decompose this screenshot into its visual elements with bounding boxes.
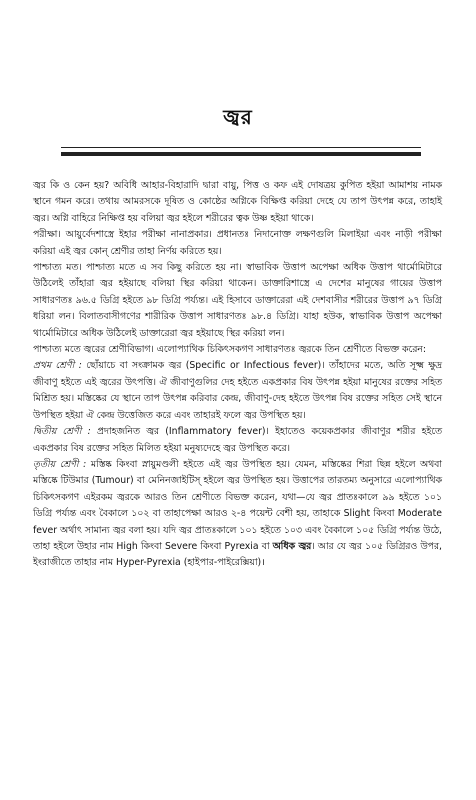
paragraph-p7-segment: । আর যে জ্বর ১০৫ ডিগ্রিরও উপর, ইংরাজীতে তাহার নাম Hyper-Pyrexia (হাইপার-পাইরেক্সিয়া)। — [33, 540, 442, 569]
paragraph-p5 — [33, 358, 442, 424]
paragraph-p7 — [33, 457, 442, 572]
paragraph-p2 — [33, 227, 442, 260]
paragraph-p1-segment: জ্বর কি ও কেন হয়? অবিধি আহার-বিহারাদি দ্বারা বায়ু, পিত্ত ও কফ এই দোষত্রয় কুপিত হইয়া আমাশয় নামক স্থানে গমন করে। তথায় আমরসকে দূষিত ও কোষ্ঠের অগ্নিকে বিক্ষিপ্ত করিয়া দেহে যে তাপ উৎপন্ন করে, তাহাই জ্বর। অগ্নি বাহিরে নিক্ষিপ্ত হয় বলিয়া জ্বর হইলে শরীরের ত্বক উষ্ণ হইয়া থাকে। — [33, 180, 442, 224]
paragraph-p2-segment: পরীক্ষা। আয়ুর্বেদশাস্ত্রে ইহার পরীক্ষা নানাপ্রকার। প্রধানতঃ নিদানোক্ত লক্ষণগুলি মিলাইয়া এবং নাড়ী পরীক্ষা করিয়া এই জ্বর কোন্ শ্রেণীর তাহা নির্ণয় করিতে হয়। — [33, 229, 442, 257]
body-text — [33, 178, 442, 572]
paragraph-p6-segment: দ্বিতীয় শ্রেণী : — [33, 426, 91, 438]
paragraph-p7-segment: তৃতীয় শ্রেণী : — [33, 458, 87, 470]
paragraph-p6-segment: প্রদাহজনিত জ্বর (Inflammatory fever)। ইহাতেও কয়েকপ্রকার জীবাণুর শরীর হইতে একপ্রকার বিষ রক্তের সহিত মিলিত হইয়া মনুষ্যদেহে জ্বর উপস্থিত করে। — [33, 426, 443, 454]
paragraph-p7-segment: অধিক জ্বর — [272, 540, 312, 552]
paragraph-p1 — [33, 178, 442, 227]
paragraph-p3-segment: পাশ্চাত্য মত। পাশ্চাত্য মতে এ সব কিছু করিতে হয় না। স্বাভাবিক উত্তাপ অপেক্ষা অধিক উত্তাপ থার্মোমিটারে উঠিলেই তাঁহারা জ্বর হইয়াছে বলিয়া স্থির করিয়া থাকেন। ডাক্তারিশাস্ত্রে এ দেশের মানুষের গায়ের উত্তাপ সাধারণতঃ ৯৬.৫ ডিগ্রি হইতে ৯৮ ডিগ্রি পর্য্যন্ত। এই হিসাবে ডাক্তারেরা এই দেশবাসীর শরীরের উত্তাপ ৯৭ ডিগ্রি ধরিয়া লন। বিলাতবাসীগণের শারীরিক উত্তাপ সাধারণতঃ ৯৮.৪ ডিগ্রি। যাহা হউক, স্বাভাবিক উত্তাপ অপেক্ষা থার্মোমিটারে অধিক উঠিলেই ডাক্তারেরা জ্বর হইয়াছে স্থির করিয়া লন। — [33, 262, 442, 339]
title-rule-thin — [61, 147, 421, 148]
title-rule-thick — [61, 152, 421, 156]
paragraph-p5-segment: ছোঁয়াচে বা সংক্রামক জ্বর (Specific or Infectious fever)। তাঁহাদের মতে, অতি সূক্ষ্ম ক্ষুদ্র জীবাণু হইতে এই জ্বরের উৎপত্তি। ঐ জীবাণুগুলির দেহ হইতে একপ্রকার বিষ উৎপন্ন হইয়া মানুষের রক্তের সহিত মিশ্রিত হয়। মস্তিষ্কের যে স্থানে তাপ উৎপন্ন করিবার কেন্দ্র, জীবাণু-দেহ হইতে উৎপন্ন বিষ রক্তের সহিত সেই স্থানে উপস্থিত হইয়া ঐ কেন্দ্র উত্তেজিত করে এবং তাহারই ফলে জ্বর উপস্থিত হয়। — [33, 360, 442, 421]
paragraph-p7-segment: মস্তিষ্ক কিংবা স্নায়ুমণ্ডলী হইতে এই জ্বর উপস্থিত হয়। যেমন, মস্তিষ্কের শিরা ছিন্ন হইলে অথবা মস্তিষ্কে টিউমার (Tumour) বা মেনিনজাইটিস্ হইলে জ্বর উপস্থিত হয়। উত্তাপের তারতম্য অনুসারে এলোপ্যাথিক চিকিৎসকগণ এইরকম জ্বরকে আরও তিন শ্রেণীতে বিভক্ত করেন, যথা—যে জ্বর প্রাতঃকালে ৯৯ হইতে ১০১ ডিগ্রি পর্য্যন্ত এবং বৈকালে ১০২ বা তাহাপেক্ষা আরও ২-৪ পয়েন্ট বেশী হয়, তাহাকে Slight কিংবা Moderate fever অর্থাৎ সামান্য জ্বর বলা হয়। যদি জ্বর প্রাতঃকালে ১০১ হইতে ১০৩ এবং বৈকালে ১০৫ ডিগ্রি পর্য্যন্ত উঠে, তাহা হইলে উহার নাম High কিংবা Severe কিংবা Pyrexia বা — [33, 458, 442, 552]
page-title: জ্বর — [223, 105, 253, 129]
paragraph-p3 — [33, 260, 442, 342]
paragraph-p5-segment: প্রথম শ্রেণী : — [33, 360, 82, 372]
paragraph-p4-segment: পাশ্চাত্য মতে জ্বরের শ্রেণীবিভাগ। এলোপ্যাথিক চিকিৎসকগণ সাধারণতঃ জ্বরকে তিন শ্রেণীতে বিভক্ত করেন: — [33, 344, 426, 356]
paragraph-p4 — [33, 342, 442, 358]
paragraph-p6 — [33, 424, 442, 457]
